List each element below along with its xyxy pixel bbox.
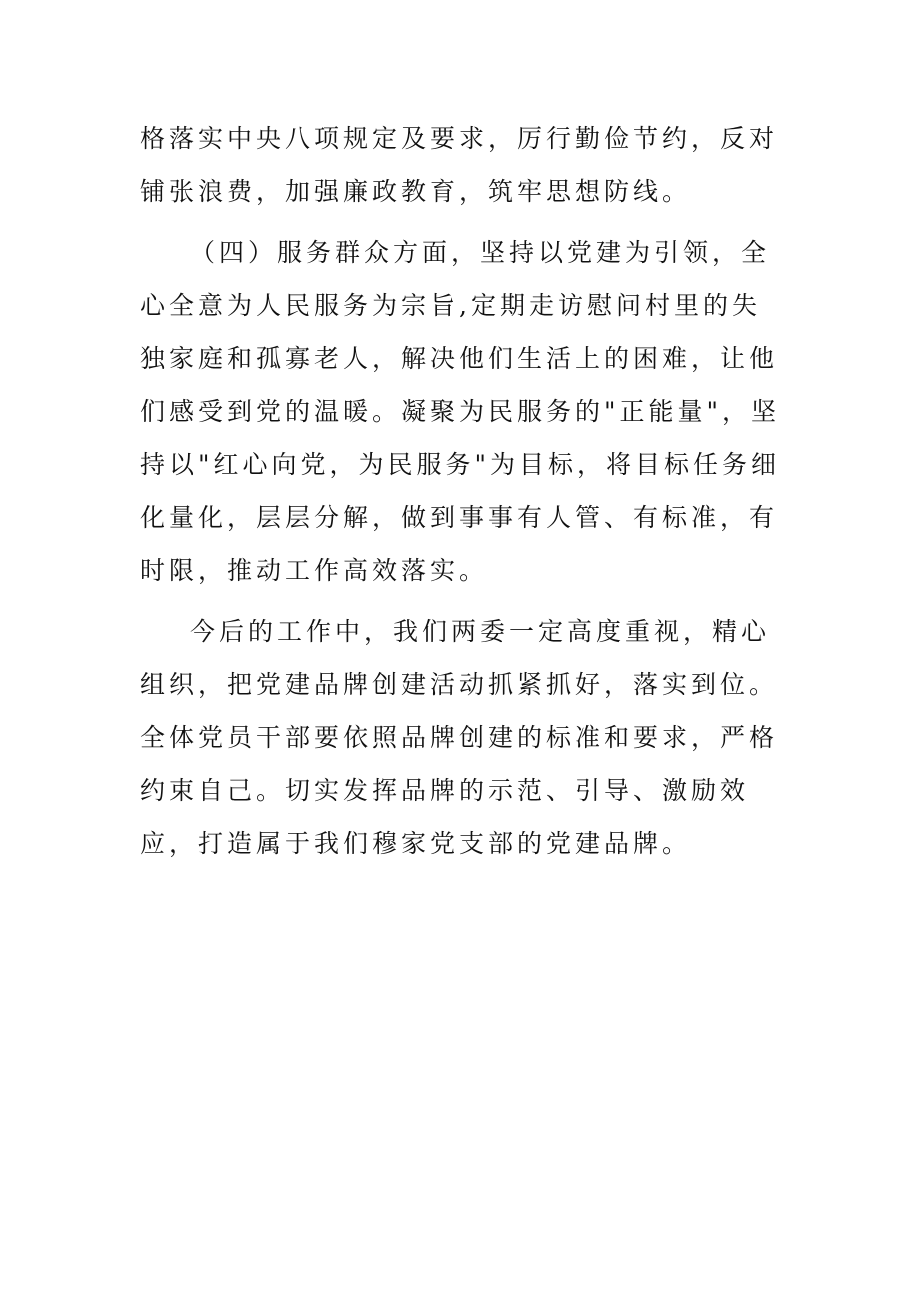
document-body (140, 112, 785, 870)
paragraph-future-work: 今后的工作中，我们两委一定高度重视，精心组织，把党建品牌创建活动抓紧抓好，落实到位。全体党员干部要依照品牌创建的标准和要求，严格约束自己。切实发挥品牌的示范、引导、激励效应，打造属于我们穆家党支部的党建品牌。 (140, 617, 779, 858)
paragraph-serve-masses: （四）服务群众方面，坚持以党建为引领，全心全意为人民服务为宗旨,定期走访慰问村里的失独家庭和孤寡老人，解决他们生活上的困难，让他们感受到党的温暖。凝聚为民服务的"正能量"，坚持以"红心向党，为民服务"为目标，将目标任务细化量化，层层分解，做到事事有人管、有标准，有时限，推动工作高效落实。 (140, 238, 780, 585)
paragraph-continuation: 格落实中央八项规定及要求，厉行勤俭节约，反对铺张浪费，加强廉政教育，筑牢思想防线。 (140, 124, 779, 206)
